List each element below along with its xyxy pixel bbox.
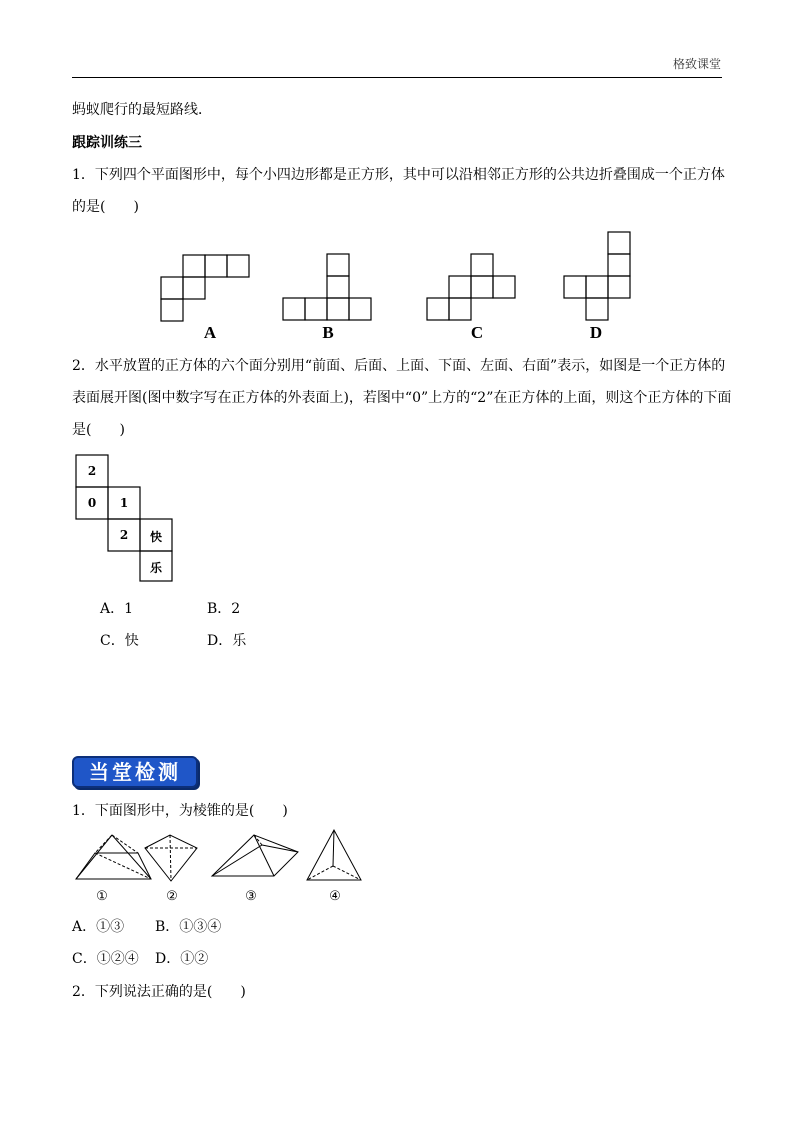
q1-label-a: A [203, 323, 217, 342]
q1-stem-line1: 1．下列四个平面图形中，每个小四边形都是正方形，其中可以沿相邻正方形的公共边折叠围成一个正方体 [72, 167, 725, 183]
cube-face-le: 乐 [149, 561, 162, 575]
q4-stem: 2．下列说法正确的是( ) [72, 984, 246, 1000]
cube-face-kuai: 快 [149, 530, 162, 544]
net-d [564, 232, 630, 320]
q1-label-c: C [470, 323, 484, 342]
figure-label-3: ③ [245, 889, 257, 904]
q1-label-b: B [322, 323, 334, 342]
pyramid-3 [212, 835, 298, 876]
q2-option-a: A．1 [100, 601, 134, 617]
q3-option-c: C．①②④ [72, 951, 139, 967]
pyramid-4 [307, 830, 361, 880]
q1-stem-line2: 的是( ) [72, 199, 139, 215]
section-title: 跟踪训练三 [72, 135, 142, 151]
figure-label-1: ① [96, 889, 108, 904]
header-title: 格致课堂 [672, 57, 721, 71]
q3-option-a: A．①③ [72, 919, 125, 935]
net-c [427, 254, 515, 320]
section-badge: 当堂检测 [72, 756, 198, 788]
net-a [161, 255, 249, 321]
q1-label-d: D [589, 323, 603, 342]
q2-option-b: B．2 [207, 601, 241, 617]
intro-line: 蚂蚁爬行的最短路线． [72, 102, 212, 118]
q3-option-d: D．①② [155, 951, 209, 967]
pyramid-2 [145, 835, 197, 881]
net-b [283, 254, 371, 320]
q3-stem: 1．下面图形中，为棱锥的是( ) [72, 803, 288, 819]
q2-stem-line2: 表面展开图(图中数字写在正方体的外表面上)，若图中“0”上方的“2”在正方体的上面，则这个正方体的下面 [72, 390, 732, 406]
q2-option-c: C．快 [100, 633, 139, 649]
q2-stem-line3: 是( ) [72, 422, 125, 438]
q2-option-d: D．乐 [207, 633, 247, 649]
cube-face-2-top: 2 [87, 464, 97, 478]
q2-stem-line1: 2．水平放置的正方体的六个面分别用“前面、后面、上面、下面、左面、右面”表示，如图是一个正方体的 [72, 358, 726, 374]
cube-face-0: 0 [87, 496, 97, 510]
q3-option-b: B．①③④ [155, 919, 222, 935]
figure-label-2: ② [166, 889, 178, 904]
pyramid-1 [76, 835, 151, 879]
cube-face-1: 1 [119, 496, 129, 510]
figure-label-4: ④ [329, 889, 341, 904]
cube-face-2-bottom: 2 [119, 528, 129, 542]
